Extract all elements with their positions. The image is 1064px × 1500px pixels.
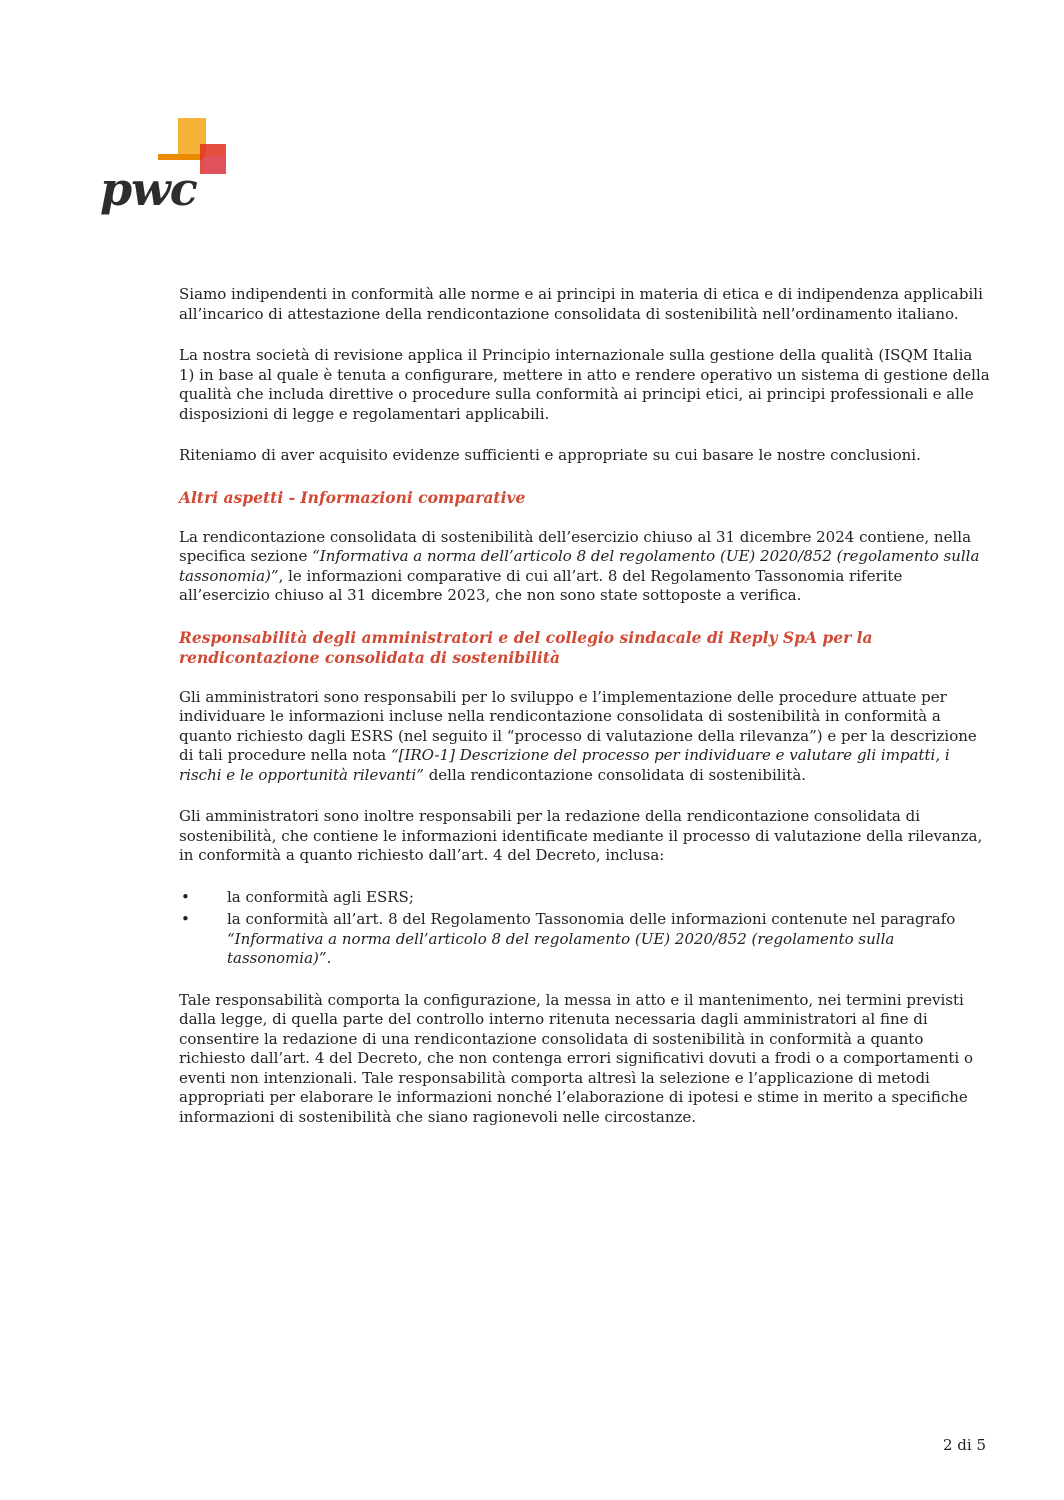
pwc-logo <box>100 118 240 218</box>
document-body <box>179 285 991 1149</box>
paragraph-directors-procedures: Gli amministratori sono responsabili per lo sviluppo e l’implementazione delle procedure attuate per individuare le informazioni incluse nella rendicontazione consolidata di sostenibilità in conformità a quanto richiesto dagli ESRS (nel seguito il “processo di valutazione della rilevanza”) e per la descrizione di tali procedure nella nota “[IRO-1] Descrizione del processo per individuare e valutare gli impatti, i rischi e le opportunità rilevanti” della rendicontazione consolidata di sostenibilità. <box>179 687 977 784</box>
logo-wordmark: pwc <box>100 162 197 216</box>
bullet-icon: • <box>181 910 190 928</box>
paragraph-directors-report: Gli amministratori sono inoltre responsabili per la redazione della rendicontazione consolidata di sostenibilità, che contiene le informazioni identificate mediante il processo di valutazione della rilevanza, in conformità a quanto richiesto dall’art. 4 del Decreto, inclusa: <box>179 807 983 864</box>
list-item: • la conformità all’art. 8 del Regolamento Tassonomia delle informazioni contenute nel paragrafo “Informativa a norma dell’articolo 8 del regolamento (UE) 2020/852 (regolamento sulla tassonomia)”. <box>181 910 956 967</box>
bullet-list <box>179 888 991 969</box>
logo-bar-orange <box>158 154 202 160</box>
logo-block-pink <box>204 156 226 174</box>
page-number: 2 di 5 <box>942 1436 986 1454</box>
paragraph-isqm: La nostra società di revisione applica il Principio internazionale sulla gestione della qualità (ISQM Italia 1) in base al quale è tenuta a configurare, mettere in atto e rendere operativo un sistema di gestione della qualità che includa direttive o procedure sulla conformità ai principi etici, ai principi professionali e alle disposizioni di legge e regolamentari applicabili. <box>179 346 990 423</box>
paragraph-evidence: Riteniamo di aver acquisito evidenze sufficienti e appropriate su cui basare le nostre conclusioni. <box>179 446 921 464</box>
heading-responsibility: Responsabilità degli amministratori e del collegio sindacale di Reply SpA per la rendicontazione consolidata di sostenibilità <box>179 627 873 667</box>
heading-other-aspects: Altri aspetti - Informazioni comparative <box>179 487 526 507</box>
list-item: • la conformità agli ESRS; <box>181 887 414 906</box>
bullet-icon: • <box>181 887 190 906</box>
paragraph-internal-control: Tale responsabilità comporta la configurazione, la messa in atto e il mantenimento, nei termini previsti dalla legge, di quella parte del controllo interno ritenuta necessaria dagli amministratori al fine di consentire la redazione di una rendicontazione consolidata di sostenibilità in conformità a quanto richiesto dall’art. 4 del Decreto, che non contenga errori significativi dovuti a frodi o a comportamenti o eventi non intenzionali. Tale responsabilità comporta altresì la selezione e l’applicazione di metodi appropriati per elaborare le informazioni nonché l’elaborazione di ipotesi e stime in merito a specifiche informazioni di sostenibilità che siano ragionevoli nelle circostanze. <box>179 990 973 1126</box>
paragraph-independence: Siamo indipendenti in conformità alle norme e ai principi in materia di etica e di indipendenza applicabili all’incarico di attestazione della rendicontazione consolidata di sostenibilità nell’ordinamento italiano. <box>179 285 983 323</box>
paragraph-comparative: La rendicontazione consolidata di sostenibilità dell’esercizio chiuso al 31 dicembre 2024 contiene, nella specifica sezione “Informativa a norma dell’articolo 8 del regolamento (UE) 2020/852 (regolamento sulla tassonomia)”, le informazioni comparative di cui all’art. 8 del Regolamento Tassonomia riferite all’esercizio chiuso al 31 dicembre 2023, che non sono state sottoposte a verifica. <box>179 527 980 604</box>
